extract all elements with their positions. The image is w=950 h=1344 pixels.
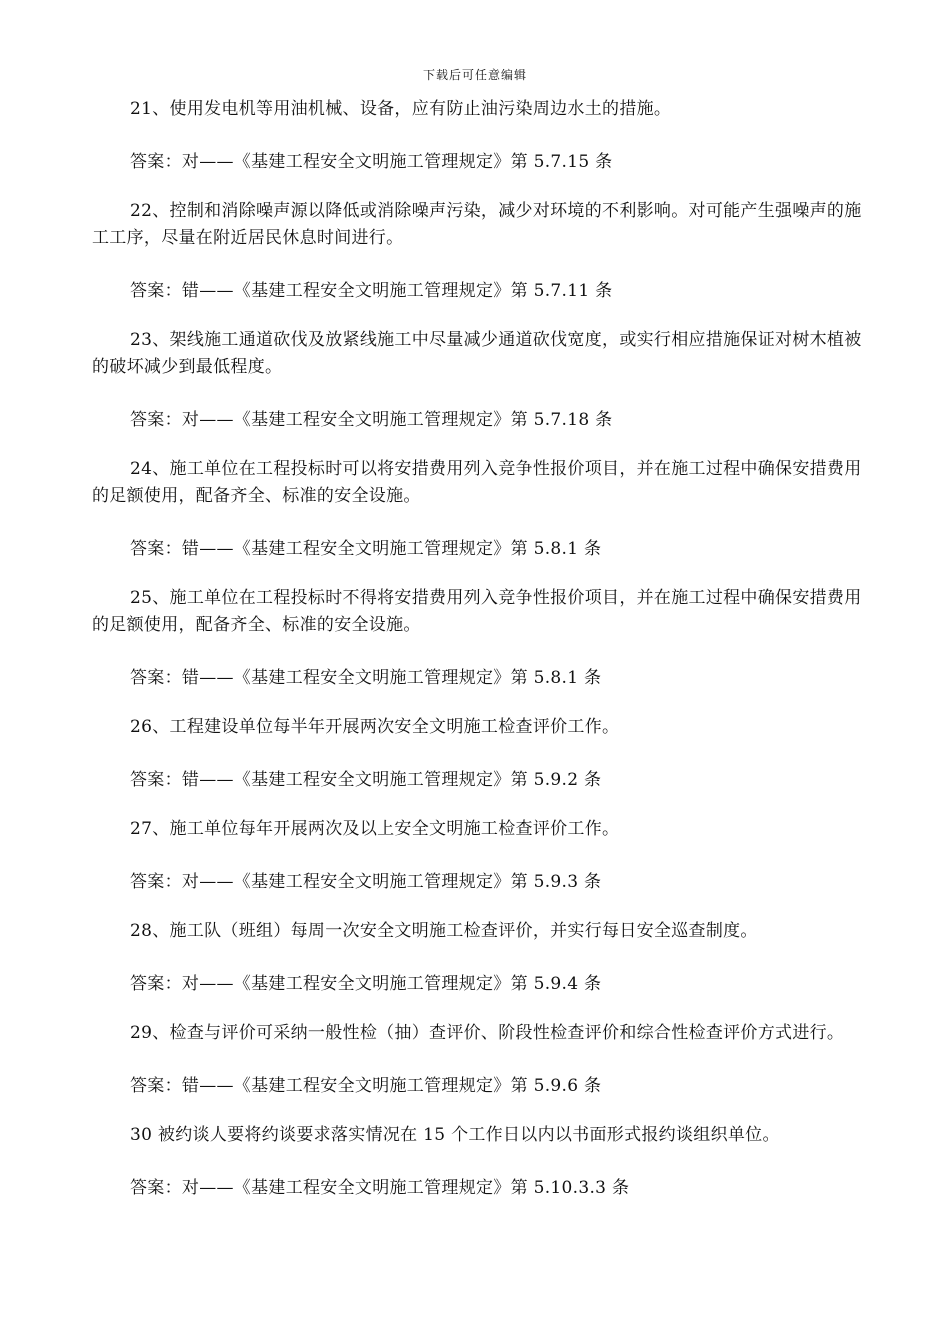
answer-24: 答案：错——《基建工程安全文明施工管理规定》第 5.8.1 条: [130, 539, 602, 559]
question-28: 28、施工队（班组）每周一次安全文明施工检查评价，并实行每日安全巡查制度。: [130, 921, 758, 941]
answer-29: 答案：错——《基建工程安全文明施工管理规定》第 5.9.6 条: [130, 1076, 602, 1096]
question-22: 22、控制和消除噪声源以降低或消除噪声污染，减少对环境的不利影响。对可能产生强噪声的施工工序，尽量在附近居民休息时间进行。: [92, 201, 862, 248]
answer-22: 答案：错——《基建工程安全文明施工管理规定》第 5.7.11 条: [130, 281, 613, 301]
question-21: 21、使用发电机等用油机械、设备，应有防止油污染周边水土的措施。: [130, 99, 672, 119]
answer-30: 答案：对——《基建工程安全文明施工管理规定》第 5.10.3.3 条: [130, 1178, 630, 1198]
answer-26: 答案：错——《基建工程安全文明施工管理规定》第 5.9.2 条: [130, 770, 602, 790]
question-25: 25、施工单位在工程投标时不得将安措费用列入竞争性报价项目，并在施工过程中确保安措费用的足额使用，配备齐全、标准的安全设施。: [92, 588, 862, 635]
question-24: 24、施工单位在工程投标时可以将安措费用列入竞争性报价项目，并在施工过程中确保安措费用的足额使用，配备齐全、标准的安全设施。: [92, 459, 862, 506]
answer-25: 答案：错——《基建工程安全文明施工管理规定》第 5.8.1 条: [130, 668, 602, 688]
answer-21: 答案：对——《基建工程安全文明施工管理规定》第 5.7.15 条: [130, 152, 613, 172]
answer-27: 答案：对——《基建工程安全文明施工管理规定》第 5.9.3 条: [130, 872, 602, 892]
question-26: 26、工程建设单位每半年开展两次安全文明施工检查评价工作。: [130, 717, 620, 737]
page-header: 下载后可任意编辑: [422, 68, 527, 82]
question-23: 23、架线施工通道砍伐及放紧线施工中尽量减少通道砍伐宽度，或实行相应措施保证对树木植被的破坏减少到最低程度。: [92, 330, 862, 377]
answer-23: 答案：对——《基建工程安全文明施工管理规定》第 5.7.18 条: [130, 410, 613, 430]
question-30: 30 被约谈人要将约谈要求落实情况在 15 个工作日以内以书面形式报约谈组织单位。: [130, 1125, 780, 1145]
question-27: 27、施工单位每年开展两次及以上安全文明施工检查评价工作。: [130, 819, 620, 839]
question-29: 29、检查与评价可采纳一般性检（抽）查评价、阶段性检查评价和综合性检查评价方式进行。: [130, 1023, 845, 1043]
answer-28: 答案：对——《基建工程安全文明施工管理规定》第 5.9.4 条: [130, 974, 602, 994]
question-list: [92, 96, 862, 1224]
